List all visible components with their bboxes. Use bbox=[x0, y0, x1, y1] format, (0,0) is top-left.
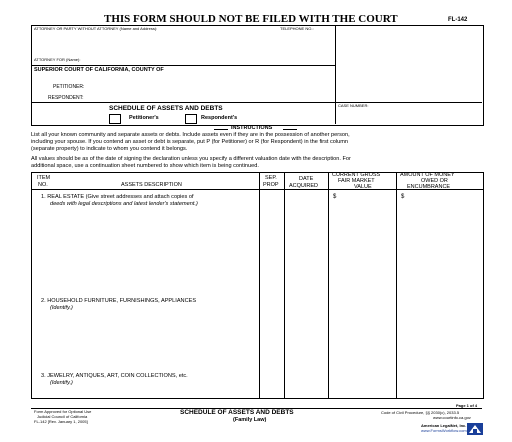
respondents-checkbox[interactable] bbox=[185, 114, 197, 124]
col-sep-divider bbox=[259, 172, 260, 398]
respondent-label: RESPONDENT: bbox=[48, 95, 84, 101]
caption-divider-court bbox=[31, 65, 335, 66]
instructions-rule-left bbox=[214, 129, 228, 130]
item-jewelry-line2: (Identify.) bbox=[50, 380, 73, 386]
col-date-header-line2: ACQUIRED bbox=[289, 183, 319, 189]
case-number-label: CASE NUMBER: bbox=[338, 103, 369, 108]
col-date-header-line1: DATE bbox=[299, 176, 314, 182]
instructions-rule-right bbox=[283, 129, 297, 130]
publisher-logo-icon bbox=[467, 422, 483, 434]
instructions-para2-line2: additional space, use a continuation sheet numbered to show which item is being continued. bbox=[31, 163, 259, 169]
col-sep-header-line2: PROP bbox=[263, 182, 279, 188]
item-real-estate-line2: deeds with legal descriptions and latest lender's statement.) bbox=[50, 201, 198, 207]
col-owed-header-line1: AMOUNT OF MONEY bbox=[400, 172, 455, 178]
item-household-line2: (Identify.) bbox=[50, 305, 73, 311]
petitioners-label: Petitioner's bbox=[129, 115, 159, 121]
publisher-link[interactable]: www.FormsWorkflow.com bbox=[421, 428, 467, 433]
form-number: FL-142 bbox=[448, 17, 468, 23]
col-owed-header-line3: ENCUMBRANCE bbox=[407, 184, 451, 190]
col-sep-header-line1: SEP. bbox=[265, 175, 277, 181]
owed-dollar-sign: $ bbox=[401, 194, 405, 200]
schedule-title: SCHEDULE OF ASSETS AND DEBTS bbox=[109, 105, 223, 112]
footer-right-line2: www.courtinfo.ca.gov bbox=[433, 415, 471, 420]
item-real-estate-line1: 1. REAL ESTATE (Give street addresses and attach copies of bbox=[41, 194, 194, 200]
publisher-name: American LegalNet, Inc. bbox=[421, 423, 467, 428]
col-value-header-line3: VALUE bbox=[354, 184, 372, 190]
petitioner-label: PETITIONER: bbox=[53, 84, 85, 90]
case-number-field[interactable] bbox=[336, 108, 481, 123]
item-household-line1: 2. HOUSEHOLD FURNITURE, FURNISHINGS, APPLIANCES bbox=[41, 298, 197, 304]
item-jewelry-line1: 3. JEWELRY, ANTIQUES, ART, COIN COLLECTIONS, etc. bbox=[41, 373, 188, 379]
instructions-heading: INSTRUCTIONS bbox=[231, 125, 273, 131]
respondents-label: Respondent's bbox=[201, 115, 238, 121]
attorney-label: ATTORNEY OR PARTY WITHOUT ATTORNEY (Name and Address): bbox=[34, 26, 158, 31]
page-number: Page 1 of 4 bbox=[456, 403, 478, 408]
instructions-para1-line1: List all your known community and separate assets or debts. Include assets even if they are in the possession of another person, bbox=[31, 132, 350, 138]
item-real-estate-entry-area[interactable] bbox=[33, 210, 257, 295]
court-label: SUPERIOR COURT OF CALIFORNIA, COUNTY OF bbox=[34, 67, 164, 73]
form-header-title: THIS FORM SHOULD NOT BE FILED WITH THE COURT bbox=[104, 13, 398, 25]
footer-left-line2: Judicial Council of California bbox=[37, 414, 88, 419]
telephone-label: TELEPHONE NO.: bbox=[280, 26, 314, 31]
col-value-header-line1: CURRENT GROSS bbox=[332, 172, 381, 178]
instructions-para1-line2: including your spouse. If you contend an asset or debt is separate, put P (for Petitioner) or R (for Respondent) in the first column bbox=[31, 139, 349, 145]
col-value-header-line2: FAIR MARKET bbox=[338, 178, 375, 184]
col-item-header-line1: ITEM bbox=[37, 175, 51, 181]
instructions-para1-line3: (separate property) to indicate to whom you contend it belongs. bbox=[31, 146, 188, 152]
col-owed-header-line2: OWED OR bbox=[421, 178, 448, 184]
value-dollar-sign: $ bbox=[333, 194, 337, 200]
col-item-header-line2: NO. bbox=[38, 182, 48, 188]
footer-left-line1: Form Approved for Optional Use bbox=[34, 409, 92, 414]
col-description-header: ASSETS DESCRIPTION bbox=[121, 182, 182, 188]
footer-left-line3: FL-142 [Rev. January 1, 2005] bbox=[34, 419, 88, 424]
footer-right-line1: Code of Civil Procedure, §§ 2030(c), 2033.5 bbox=[381, 410, 460, 415]
footer-center-subtitle: (Family Law) bbox=[233, 417, 267, 423]
item-household-entry-area[interactable] bbox=[33, 314, 257, 372]
caption-divider-parties bbox=[31, 102, 482, 103]
instructions-para2-line1: All values should be as of the date of signing the declaration unless you specify a different valuation date with the description. For bbox=[31, 156, 351, 162]
col-owed-divider bbox=[396, 172, 397, 398]
petitioners-checkbox[interactable] bbox=[109, 114, 121, 124]
col-value-divider bbox=[328, 172, 329, 398]
footer-center-title: SCHEDULE OF ASSETS AND DEBTS bbox=[180, 409, 294, 416]
col-date-divider bbox=[284, 172, 285, 398]
attorney-for-label: ATTORNEY FOR (Name): bbox=[34, 57, 81, 62]
